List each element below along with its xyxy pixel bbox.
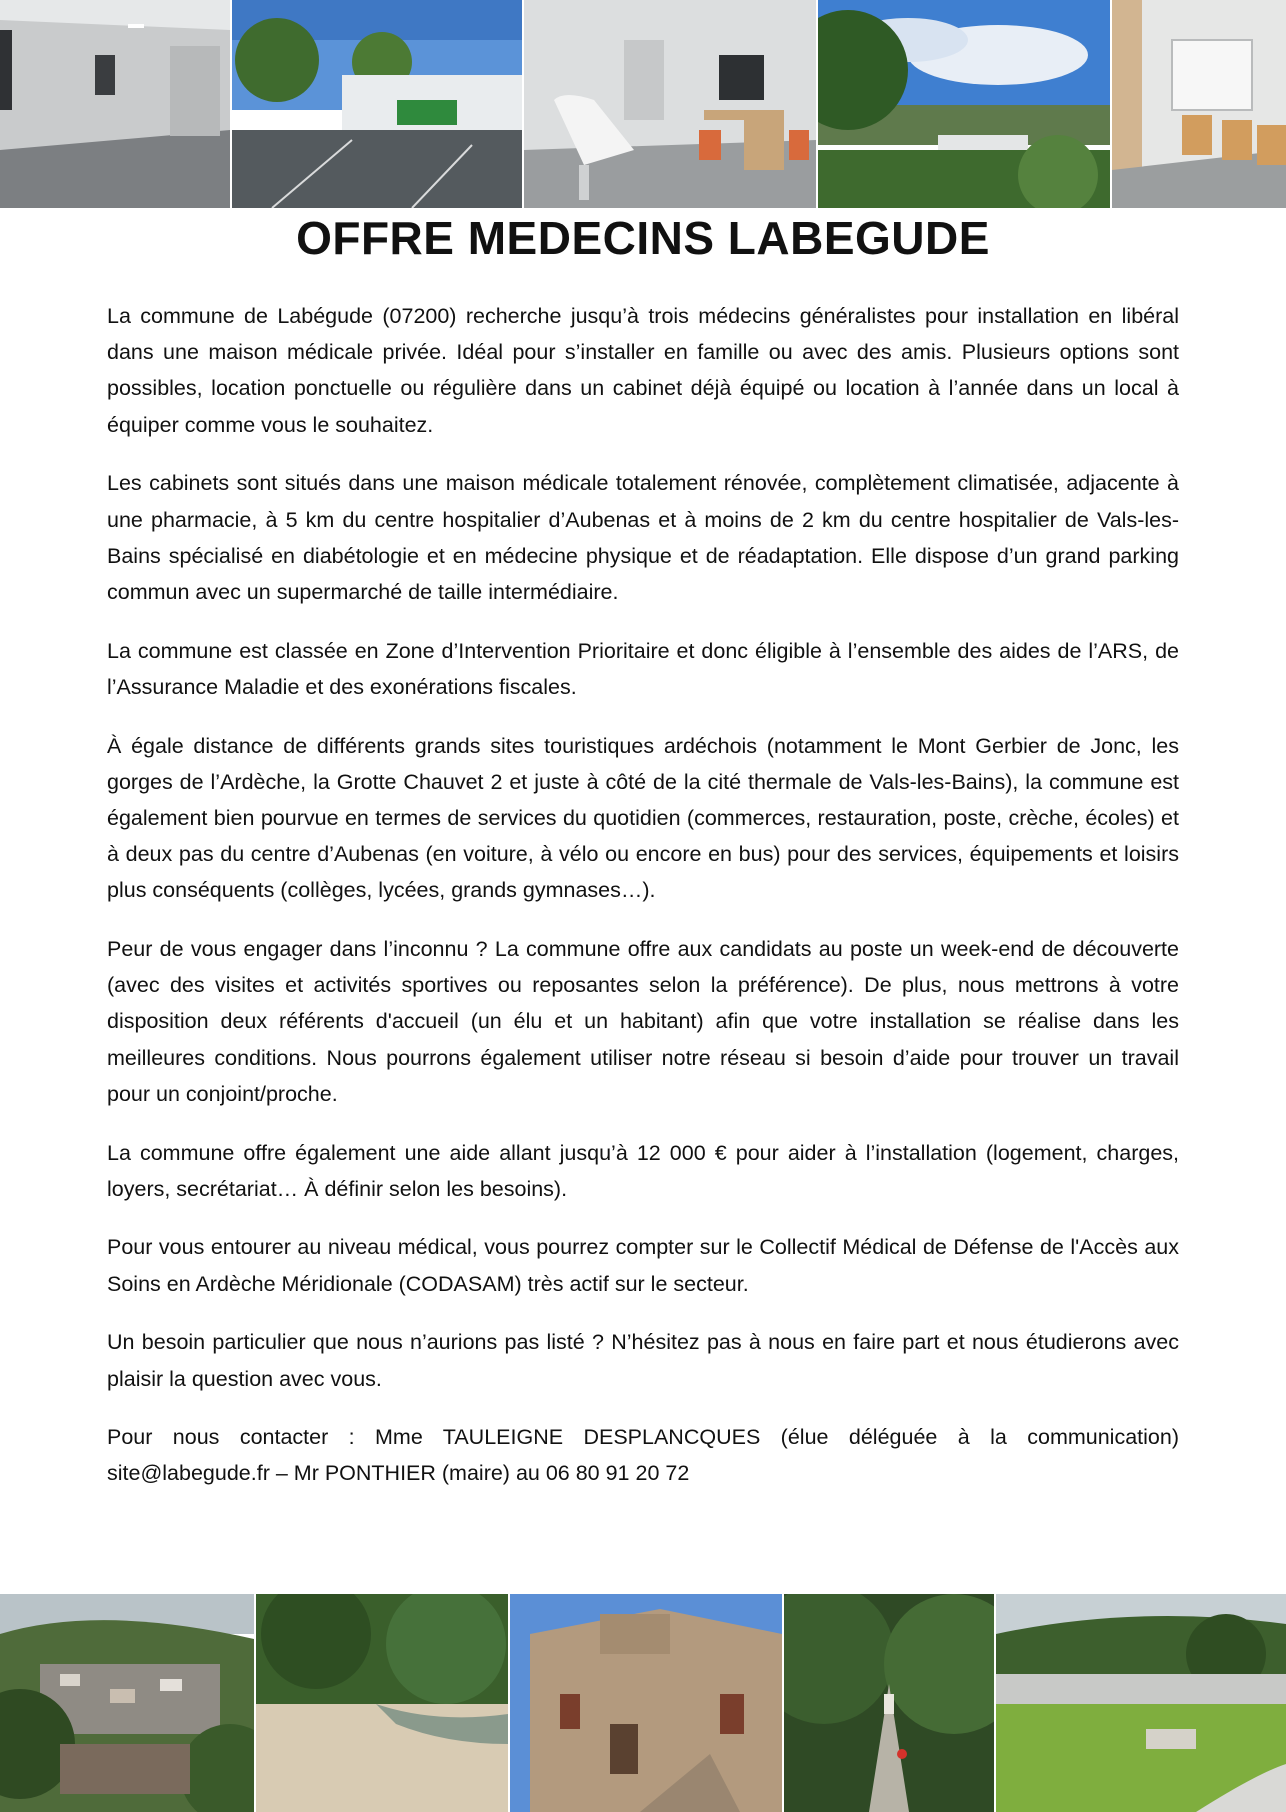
waiting-room-photo	[1112, 0, 1286, 208]
paragraph-codasam: Pour vous entourer au niveau médical, vous pourrez compter sur le Collectif Médical de Défense de l'Accès aux Soins en Ardèche Méridionale (CODASAM) très actif sur le secteur.	[107, 1235, 1179, 1296]
park-lawn-photo	[996, 1594, 1286, 1812]
contact-email-link[interactable]: site@labegude.fr	[107, 1461, 270, 1486]
top-photo-strip	[0, 0, 1286, 208]
paragraph-intro: La commune de Labégude (07200) recherche jusqu’à trois médecins généralistes pour installation en libéral dans une maison médicale privée. Idéal pour s’installer en famille ou avec des amis. Plusieurs options sont possibles, location ponctuelle ou régulière dans un cabinet déjà équipé ou location à l’année dans un local à équiper comme vous le souhaitez.	[107, 304, 1179, 437]
village-aerial-photo	[0, 1594, 254, 1812]
contact-intro: Pour nous contacter : Mme TAULEIGNE DESPLANCQUES (élue déléguée à la communication)	[107, 1425, 1179, 1450]
tree-lined-path-photo	[784, 1594, 994, 1812]
paragraph-discovery-weekend: Peur de vous engager dans l’inconnu ? La commune offre aux candidats au poste un week-end de découverte (avec des visites et activités sportives ou reposantes selon la préférence). De plus, nous mettrons à votre disposition deux référents d'accueil (un élu et un habitant) afin que votre installation se réalise dans les meilleures conditions. Nous pourrons également utiliser notre réseau si besoin d’aide pour trouver un travail pour un conjoint/proche.	[107, 937, 1179, 1106]
bottom-photo-strip	[0, 1594, 1286, 1812]
empty-office-room-photo	[0, 0, 230, 208]
paragraph-location: À égale distance de différents grands sites touristiques ardéchois (notamment le Mont Gerbier de Jonc, les gorges de l’Ardèche, la Grotte Chauvet 2 et juste à côté de la cité thermale de Vals-les-Bains), la commune est également bien pourvue en termes de services du quotidien (commerces, restauration, poste, crèche, écoles) et à deux pas du centre d’Aubenas (en voiture, à vélo ou encore en bus) pour des services, équipements et loisirs plus conséquents (collèges, lycées, grands gymnases…).	[107, 733, 1179, 903]
paragraph-special-needs: Un besoin particulier que nous n’aurions pas listé ? N’hésitez pas à nous en faire part et nous étudierons avec plaisir la question avec vous.	[107, 1330, 1179, 1391]
landscape-view-photo	[818, 0, 1110, 208]
paragraph-contact	[107, 1419, 1179, 1491]
paragraph-financial-aid: La commune offre également une aide allant jusqu’à 12 000 € pour aider à l’installation (logement, charges, loyers, secrétariat… À définir selon les besoins).	[107, 1140, 1179, 1201]
river-beach-photo	[256, 1594, 508, 1812]
offer-text	[107, 298, 1179, 1514]
paragraph-priority-zone: La commune est classée en Zone d’Intervention Prioritaire et donc éligible à l’ensemble des aides de l’ARS, de l’Assurance Maladie et des exonérations fiscales.	[107, 638, 1179, 699]
consultation-room-photo	[524, 0, 816, 208]
contact-mayor: – Mr PONTHIER (maire) au 06 80 91 20 72	[269, 1461, 690, 1486]
medical-center-building-photo	[232, 0, 522, 208]
paragraph-cabinets: Les cabinets sont situés dans une maison médicale totalement rénovée, complètement climatisée, adjacente à une pharmacie, à 5 km du centre hospitalier d’Aubenas et à moins de 2 km du centre hospitalier de Vals-les-Bains spécialisé en diabétologie et en médecine physique et de réadaptation. Elle dispose d’un grand parking commun avec un supermarché de taille intermédiaire.	[107, 471, 1179, 604]
page-title: OFFRE MEDECINS LABEGUDE	[296, 212, 990, 264]
stone-house-photo	[510, 1594, 782, 1812]
